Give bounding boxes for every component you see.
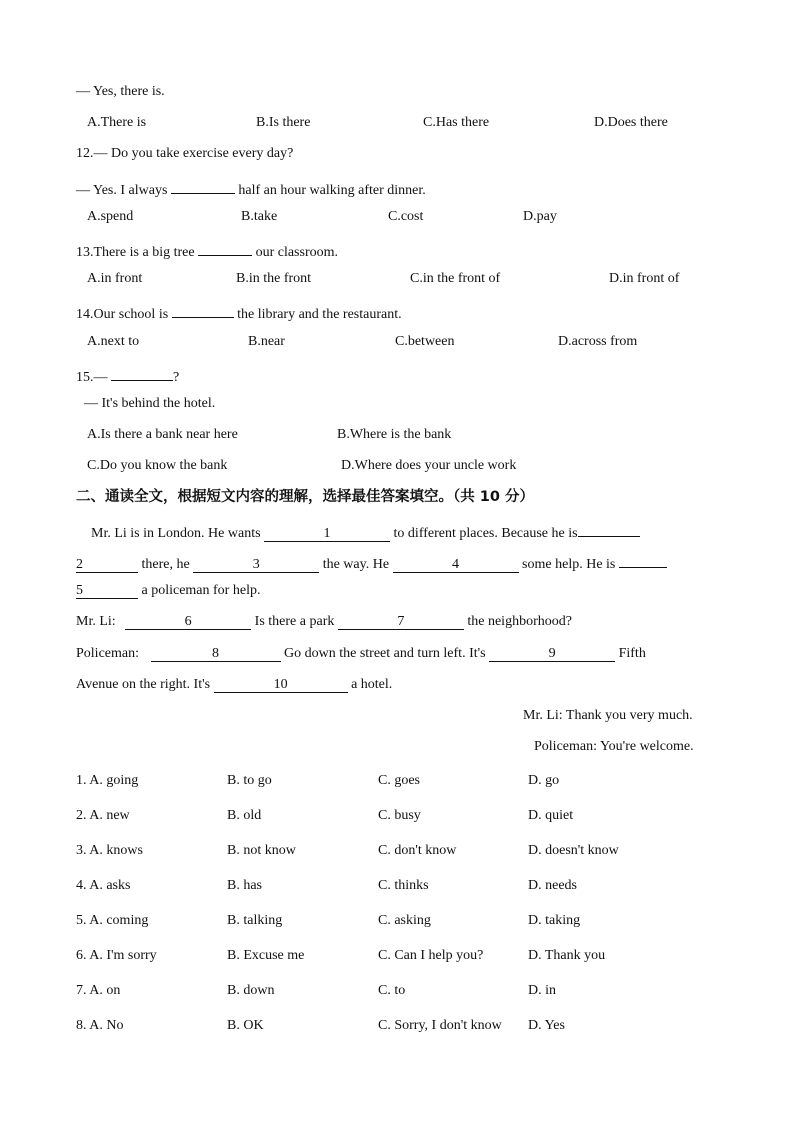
choice-5-a: 5. A. coming [76,913,149,928]
q11-option-d: D.Does there [594,115,668,130]
choice-5-c: C. asking [378,913,431,928]
q12-option-d: D.pay [523,209,557,224]
passage-text: to different places. Because he is [393,526,578,541]
passage-line-7: Mr. Li: Thank you very much. [523,708,693,723]
q12-answer-line [76,177,426,200]
choice-6-a: 6. A. I'm sorry [76,948,157,963]
choice-2-b: B. old [227,808,262,823]
q14-option-c: C.between [395,334,455,349]
q12-question: 12.— Do you take exercise every day? [76,146,294,161]
q11-option-a: A.There is [87,115,147,130]
choice-1-b: B. to go [227,773,272,788]
q11-option-c: C.Has there [423,115,490,130]
q13-pre: 13.There is a big tree [76,245,195,260]
q11-option-b: B.Is there [256,115,311,130]
choice-7-c: C. to [378,983,406,998]
q14-option-b: B.near [248,334,285,349]
q12-option-a: A.spend [87,209,134,224]
passage-text: Avenue on the right. It's [76,677,211,692]
passage-blank-2-start [578,520,640,537]
choice-3-b: B. not know [227,843,296,858]
q13-option-c: C.in the front of [410,271,501,286]
passage-line-1 [91,520,640,543]
passage-blank-3: 3 [193,556,319,573]
choice-5-b: B. talking [227,913,283,928]
choice-4-b: B. has [227,878,262,893]
passage-blank-9: 9 [489,645,615,662]
passage-line-4 [76,613,572,631]
choice-8-b: B. OK [227,1018,264,1033]
choice-2-a: 2. A. new [76,808,130,823]
q14-option-a: A.next to [87,334,140,349]
q15-blank [111,364,173,381]
choice-6-b: B. Excuse me [227,948,305,963]
passage-text: a hotel. [351,677,393,692]
choice-7-d: D. in [528,983,556,998]
q14-post: the library and the restaurant. [237,307,402,322]
passage-line-6 [76,676,392,694]
passage-blank-1: 1 [264,525,390,542]
choice-4-d: D. needs [528,878,577,893]
passage-line-8: Policeman: You're welcome. [534,739,694,754]
q12-blank [171,177,235,194]
choice-8-a: 8. A. No [76,1018,124,1033]
choice-4-c: C. thinks [378,878,429,893]
passage-text: Policeman: [76,646,139,661]
q14-question [76,301,402,324]
q14-pre: 14.Our school is [76,307,169,322]
passage-text: some help. He is [522,557,616,572]
choice-3-d: D. doesn't know [528,843,619,858]
choice-3-c: C. don't know [378,843,457,858]
q12-option-c: C.cost [388,209,424,224]
choice-7-a: 7. A. on [76,983,121,998]
q13-post: our classroom. [255,245,338,260]
choice-1-a: 1. A. going [76,773,139,788]
passage-text: Mr. Li is in London. He wants [91,526,261,541]
passage-text: the neighborhood? [467,614,572,629]
choice-2-d: D. quiet [528,808,574,823]
passage-text: Go down the street and turn left. It's [284,646,486,661]
passage-blank-7: 7 [338,613,464,630]
q15-option-c: C.Do you know the bank [87,458,228,473]
passage-line-5 [76,645,646,663]
q12-answer-post: half an hour walking after dinner. [238,183,426,198]
q14-option-d: D.across from [558,334,638,349]
passage-blank-4: 4 [393,556,519,573]
q13-option-b: B.in the front [236,271,312,286]
passage-text: Mr. Li: [76,614,116,629]
choice-1-d: D. go [528,773,560,788]
passage-text: Fifth [618,646,646,661]
choice-3-a: 3. A. knows [76,843,143,858]
passage-text: a policeman for help. [141,583,261,598]
choice-8-c: C. Sorry, I don't know [378,1018,502,1033]
q15-pre: 15.— [76,370,108,385]
passage-text: the way. He [322,557,390,572]
passage-blank-6: 6 [125,613,251,630]
q15-option-d: D.Where does your uncle work [341,458,517,473]
choice-6-c: C. Can I help you? [378,948,484,963]
choice-7-b: B. down [227,983,275,998]
passage-text: there, he [141,557,190,572]
q15-option-b: B.Where is the bank [337,427,452,442]
q14-blank [172,301,234,318]
q13-option-d: D.in front of [609,271,680,286]
q13-option-a: A.in front [87,271,143,286]
passage-blank-10: 10 [214,676,348,693]
q13-question [76,239,338,262]
q11-answer: — Yes, there is. [76,84,165,99]
choice-6-d: D. Thank you [528,948,606,963]
q15-option-a: A.Is there a bank near here [87,427,238,442]
passage-blank-5: 5 [76,582,138,599]
passage-blank-5-start [619,551,667,568]
q13-blank [198,239,252,256]
choice-2-c: C. busy [378,808,421,823]
choice-5-d: D. taking [528,913,581,928]
choice-1-c: C. goes [378,773,420,788]
q12-option-b: B.take [241,209,278,224]
choice-8-d: D. Yes [528,1018,565,1033]
passage-text: Is there a park [254,614,335,629]
passage-blank-2: 2 [76,556,138,573]
q12-answer-pre: — Yes. I always [76,183,168,198]
choice-4-a: 4. A. asks [76,878,131,893]
passage-blank-8: 8 [151,645,281,662]
passage-line-3 [76,582,260,600]
q15-question [76,364,179,387]
q15-post: ? [173,370,180,385]
q15-answer: — It's behind the hotel. [84,396,216,411]
passage-line-2 [76,551,667,574]
section-2-heading: 二、通读全文，根据短文内容的理解，选择最佳答案填空。（共 10 分） [76,489,535,505]
